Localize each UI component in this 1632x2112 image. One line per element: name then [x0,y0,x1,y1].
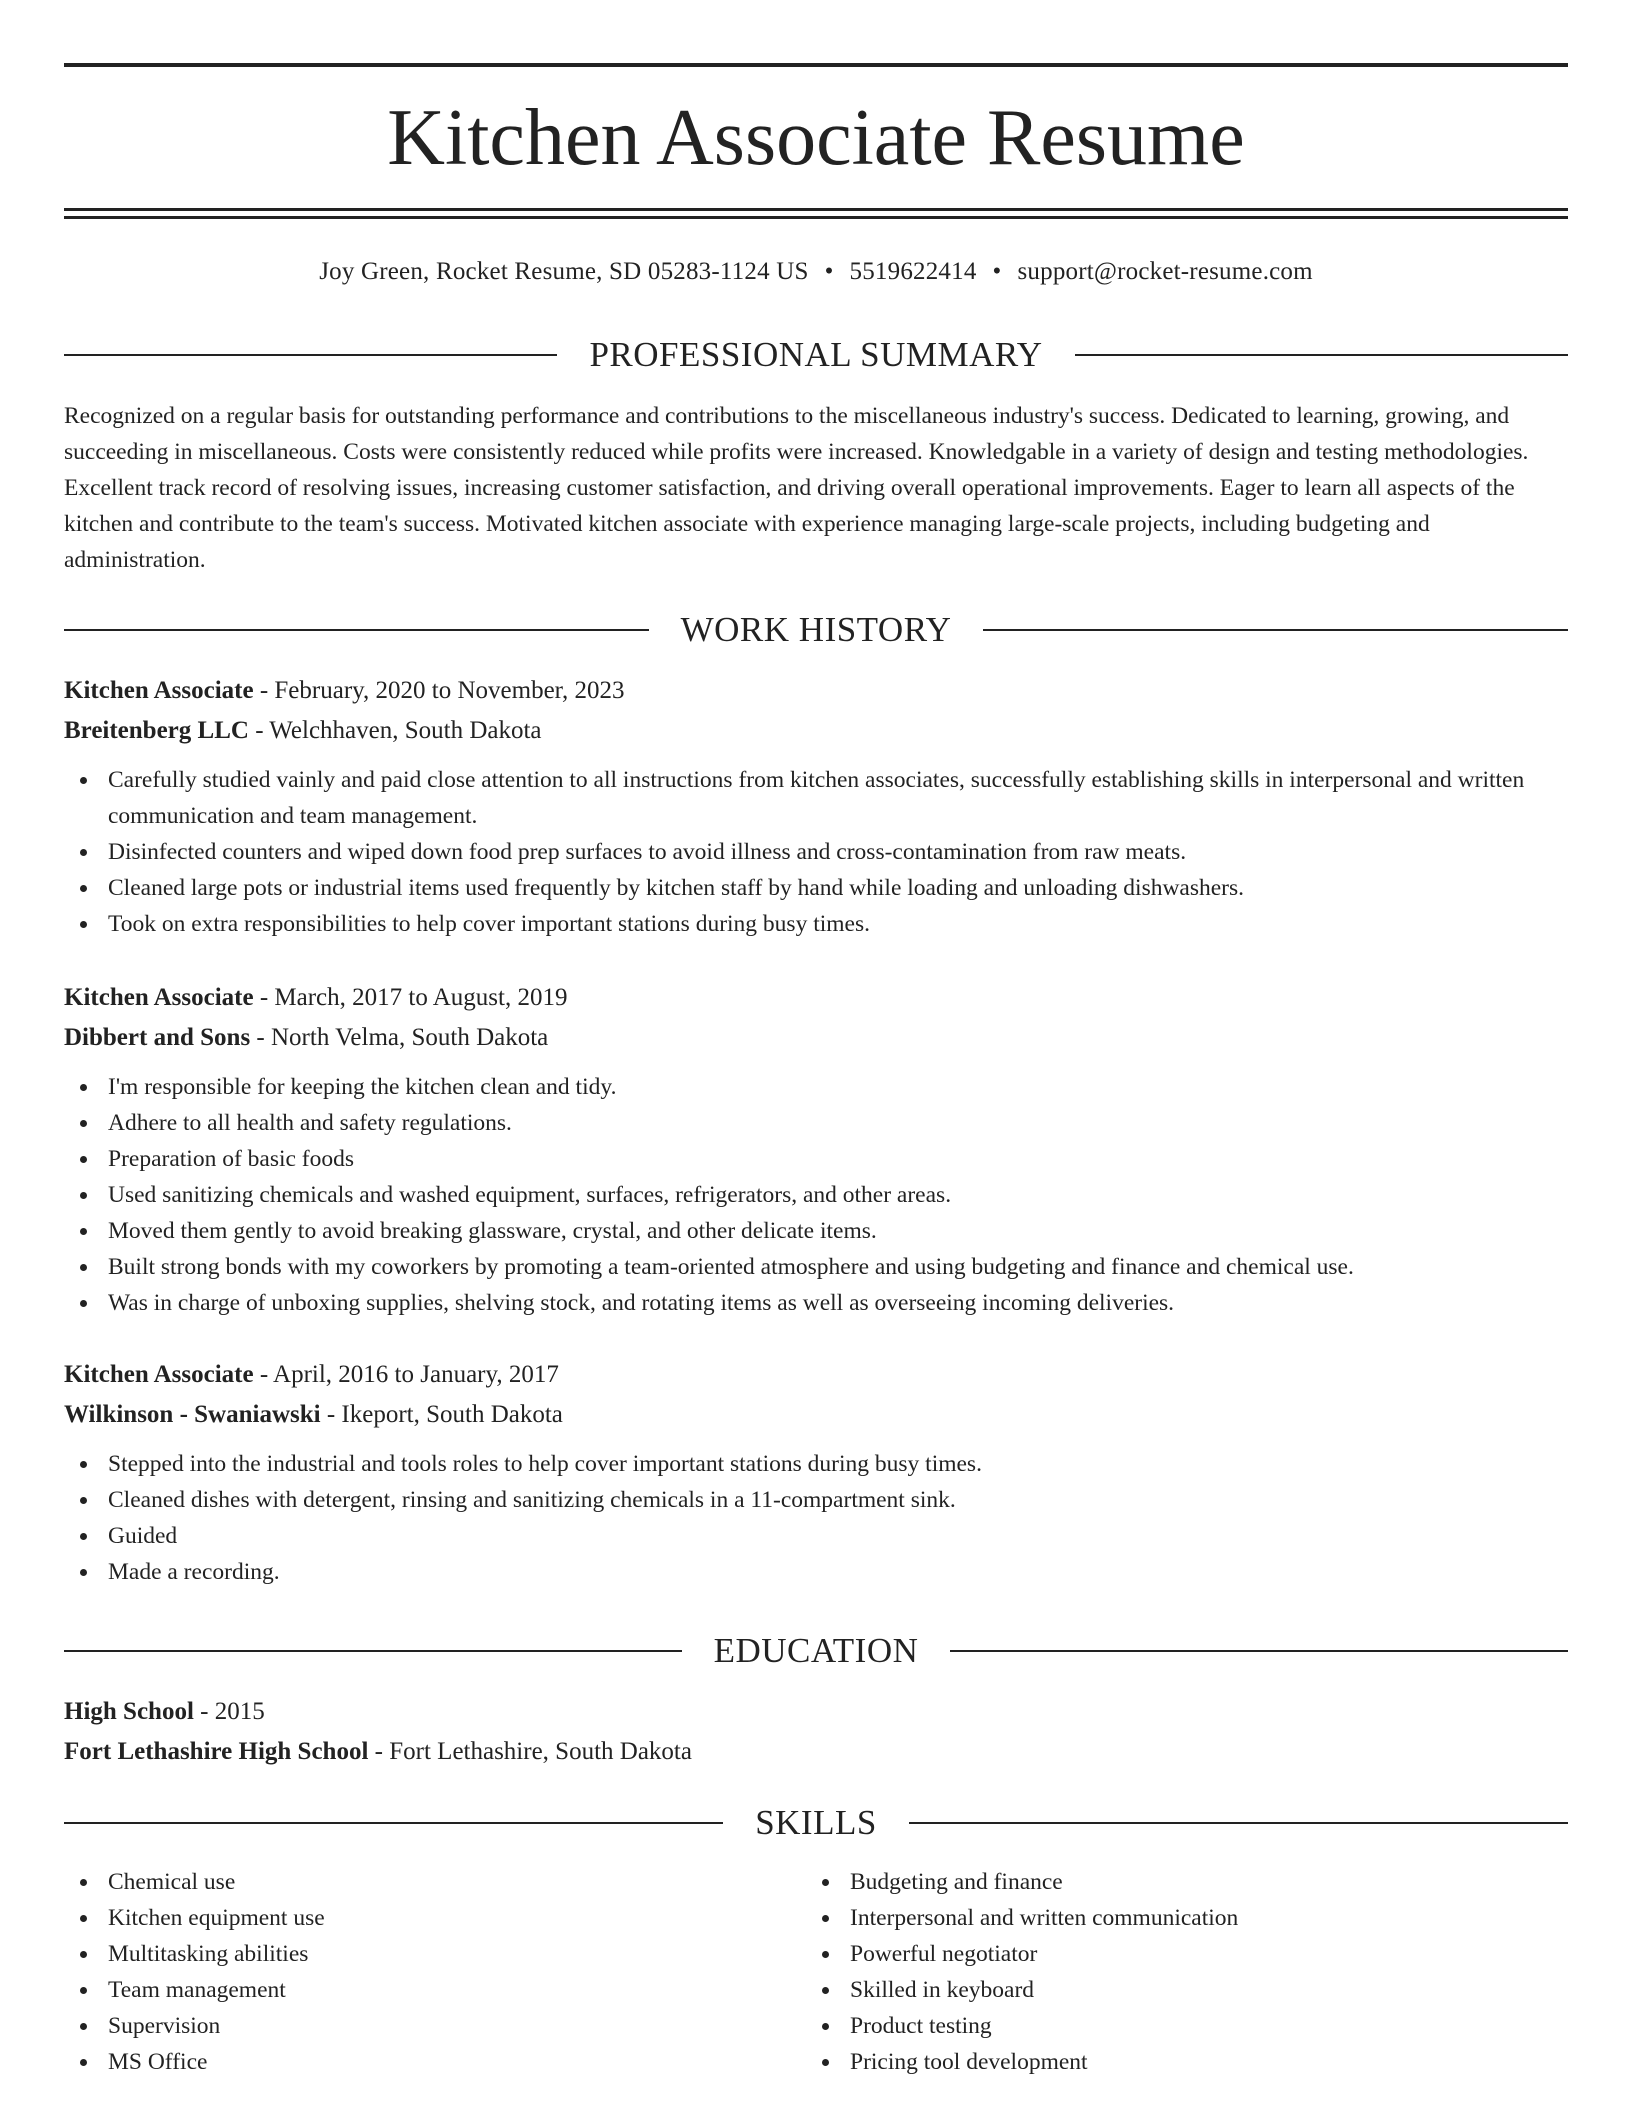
list-item: Used sanitizing chemicals and washed equipment, surfaces, refrigerators, and other areas. [64,1177,1568,1213]
job-dates: - February, 2020 to November, 2023 [253,677,625,704]
section-title: PROFESSIONAL SUMMARY [589,335,1043,374]
section-rule-right [950,1650,1568,1652]
skill-item: Kitchen equipment use [64,1900,806,1936]
job-bullets [64,1446,1568,1590]
skills-column-left [64,1864,806,2080]
education-school: Fort Lethashire High School [64,1738,369,1765]
job-entry [64,979,1568,1321]
list-item: Cleaned dishes with detergent, rinsing and sanitizing chemicals in a 11-compartment sink. [64,1482,1568,1518]
skill-item: Pricing tool development [806,2044,1568,2080]
contact-address: Joy Green, Rocket Resume, SD 05283-1124 US [319,258,809,285]
skill-item: Skilled in keyboard [806,1972,1568,2008]
list-item: Took on extra responsibilities to help cover important stations during busy times. [64,906,1568,942]
skills-list [64,1864,1568,2080]
section-rule-left [64,1650,682,1652]
job-bullets [64,1069,1568,1321]
job-title-line [64,979,1568,1017]
section-heading-summary [64,333,1568,377]
section-rule-right [909,1822,1568,1824]
job-title: Kitchen Associate [64,677,254,704]
section-rule-right [1075,354,1568,356]
section-rule-left [64,1822,723,1824]
list-item: Guided [64,1518,1568,1554]
skill-item: Powerful negotiator [806,1936,1568,1972]
page-title: Kitchen Associate Resume [387,94,1245,182]
list-item: Made a recording. [64,1554,1568,1590]
job-company: Dibbert and Sons [64,1024,251,1051]
job-title: Kitchen Associate [64,984,254,1011]
education-year: - 2015 [193,1698,265,1725]
skills-column-right [806,1864,1568,2080]
list-item: Stepped into the industrial and tools roles to help cover important stations during busy times. [64,1446,1568,1482]
header-double-rule-upper [64,208,1568,211]
list-item: Carefully studied vainly and paid close attention to all instructions from kitchen associates, successfully establishing skills in interpersonal and written communication and team management. [64,762,1568,834]
education-degree-line [64,1693,1568,1731]
list-item: Built strong bonds with my coworkers by promoting a team-oriented atmosphere and using budgeting and finance and chemical use. [64,1249,1568,1285]
education-school-line [64,1733,1568,1771]
job-location: - Ikeport, South Dakota [320,1401,563,1428]
list-item: Preparation of basic foods [64,1141,1568,1177]
job-entry [64,1356,1568,1590]
skill-item: Product testing [806,2008,1568,2044]
skill-item: Budgeting and finance [806,1864,1568,1900]
list-item: I'm responsible for keeping the kitchen clean and tidy. [64,1069,1568,1105]
section-rule-left [64,354,557,356]
skill-item: Multitasking abilities [64,1936,806,1972]
job-company: Breitenberg LLC [64,717,249,744]
job-company: Wilkinson - Swaniawski [64,1401,321,1428]
section-title: EDUCATION [713,1631,919,1670]
job-dates: - April, 2016 to January, 2017 [253,1361,559,1388]
job-title-line [64,1356,1568,1394]
job-dates: - March, 2017 to August, 2019 [253,984,568,1011]
contact-email: support@rocket-resume.com [1017,258,1313,285]
job-location: - North Velma, South Dakota [250,1024,549,1051]
contact-separator: • [992,258,1002,285]
job-entry [64,672,1568,942]
job-title: Kitchen Associate [64,1361,254,1388]
header-double-rule-lower [64,216,1568,219]
skill-item: MS Office [64,2044,806,2080]
section-title: WORK HISTORY [680,610,952,649]
skill-item: Chemical use [64,1864,806,1900]
list-item: Disinfected counters and wiped down food prep surfaces to avoid illness and cross-contamination from raw meats. [64,834,1568,870]
section-rule-left [64,629,649,631]
job-company-line [64,1019,1568,1057]
education-degree: High School [64,1698,194,1725]
contact-phone: 5519622414 [849,258,977,285]
job-bullets [64,762,1568,942]
section-rule-right [983,629,1568,631]
section-title: SKILLS [755,1803,877,1842]
list-item: Adhere to all health and safety regulations. [64,1105,1568,1141]
education-location: - Fort Lethashire, South Dakota [368,1738,692,1765]
education-entry [64,1693,1568,1771]
section-heading-education [64,1629,1568,1673]
list-item: Moved them gently to avoid breaking glassware, crystal, and other delicate items. [64,1213,1568,1249]
job-location: - Welchhaven, South Dakota [248,717,542,744]
skill-item: Supervision [64,2008,806,2044]
job-company-line [64,1396,1568,1434]
header-top-rule [64,63,1568,67]
summary-paragraph: Recognized on a regular basis for outstanding performance and contributions to the miscellaneous industry's success. Dedicated to learning, growing, and succeeding in miscellaneous. Costs were consistently reduced while profits were increased. Knowledgable in a variety of design and testing methodologies. Excellent track record of resolving issues, increasing customer satisfaction, and driving overall operational improvements. Eager to learn all aspects of the kitchen and contribute to the team's success. Motivated kitchen associate with experience managing large-scale projects, including budgeting and administration. [64,403,1529,573]
skill-item: Interpersonal and written communication [806,1900,1568,1936]
section-heading-skills [64,1801,1568,1845]
contact-line [64,253,1568,291]
skill-item: Team management [64,1972,806,2008]
job-company-line [64,712,1568,750]
list-item: Cleaned large pots or industrial items used frequently by kitchen staff by hand while loading and unloading dishwashers. [64,870,1568,906]
contact-separator: • [824,258,834,285]
job-title-line [64,672,1568,710]
list-item: Was in charge of unboxing supplies, shelving stock, and rotating items as well as overseeing incoming deliveries. [64,1285,1568,1321]
section-heading-work-history [64,608,1568,652]
